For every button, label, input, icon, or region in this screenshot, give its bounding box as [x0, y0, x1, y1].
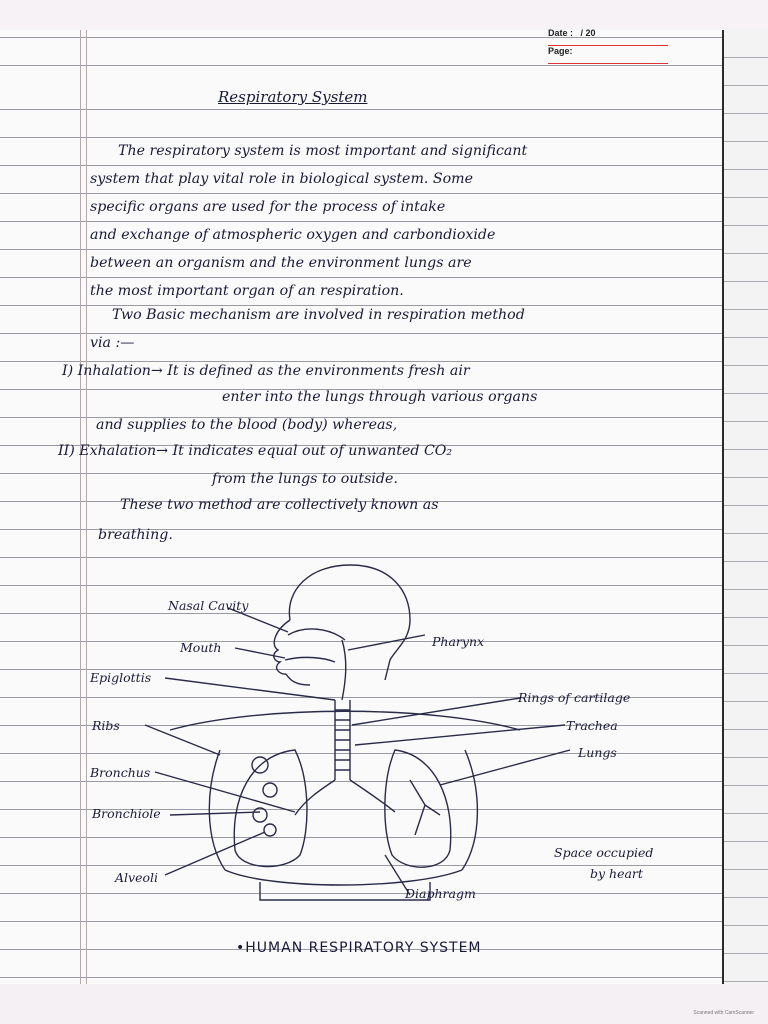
- mouth-shape: [285, 657, 335, 662]
- pointer-bronchus: [155, 772, 295, 812]
- pointer-pharynx: [348, 635, 425, 650]
- body-line: Two Basic mechanism are involved in respiration method: [112, 307, 525, 323]
- body-line: specific organs are used for the process of intake: [90, 199, 446, 215]
- label-pharynx: Pharynx: [432, 634, 485, 649]
- ribcage-outline: [209, 750, 477, 870]
- bronchi-shape: [295, 780, 395, 815]
- label-nasal-cavity: Nasal Cavity: [168, 598, 249, 613]
- label-trachea: Trachea: [566, 718, 618, 733]
- body-line: enter into the lungs through various organs: [222, 389, 538, 405]
- page-title: Respiratory System: [218, 88, 368, 106]
- pharynx-shape: [342, 640, 346, 700]
- margin-line-inner: [86, 30, 87, 984]
- head-outline: [289, 565, 410, 680]
- body-line: These two method are collectively known as: [120, 497, 439, 513]
- label-mouth: Mouth: [180, 640, 222, 655]
- date-label: Date :: [548, 28, 574, 38]
- label-ribs: Ribs: [92, 718, 120, 733]
- pointer-lungs: [440, 750, 570, 785]
- page-spine: [722, 30, 724, 984]
- page-label: Page:: [548, 46, 573, 56]
- alveoli-cluster: [263, 783, 277, 797]
- body-line: The respiratory system is most important and significant: [118, 143, 528, 159]
- label-space-heart-1: Space occupied: [554, 845, 654, 860]
- pointer-alveoli: [165, 832, 265, 875]
- face-profile: [274, 620, 290, 674]
- alveoli-cluster: [253, 808, 267, 822]
- lung-branches: [410, 780, 440, 835]
- body-line: from the lungs to outside.: [212, 471, 398, 487]
- body-line: I) Inhalation→ It is defined as the environments fresh air: [62, 363, 470, 379]
- body-line: via :—: [90, 335, 135, 351]
- body-line: the most important organ of an respiration.: [90, 283, 404, 299]
- pointer-epiglottis: [165, 678, 335, 700]
- label-space-heart-2: by heart: [590, 866, 643, 881]
- nasal-cavity-shape: [288, 629, 345, 640]
- page-row: [548, 46, 668, 64]
- date-page-box: [548, 28, 668, 64]
- body-line: II) Exhalation→ It indicates equal out of unwanted CO₂: [58, 443, 453, 459]
- pointer-bronchiole: [170, 812, 260, 815]
- right-lung-shape: [385, 750, 451, 867]
- chin-outline: [286, 674, 310, 685]
- label-alveoli: Alveoli: [115, 870, 159, 885]
- cartilage-rings: [335, 710, 350, 770]
- pointer-ribs: [145, 725, 220, 755]
- scanner-watermark: Scanned with CamScanner: [693, 1010, 754, 1016]
- body-line: and supplies to the blood (body) whereas,: [96, 417, 398, 433]
- page-bottom-band: [0, 984, 768, 1024]
- body-line: system that play vital role in biological system. Some: [90, 171, 474, 187]
- date-value: / 20: [580, 28, 596, 38]
- label-bronchus: Bronchus: [90, 765, 151, 780]
- left-lung-shape: [234, 750, 307, 866]
- label-rings-of-cartilage: Rings of cartilage: [518, 690, 631, 705]
- alveoli-cluster: [264, 824, 276, 836]
- page-top-band: [0, 0, 768, 30]
- pointer-trachea: [355, 725, 565, 745]
- body-line: and exchange of atmospheric oxygen and carbondioxide: [90, 227, 496, 243]
- label-diaphragm: Diaphragm: [405, 886, 476, 901]
- diagram-caption: •HUMAN RESPIRATORY SYSTEM: [236, 940, 482, 956]
- body-line: breathing.: [98, 527, 173, 543]
- margin-line-left: [80, 30, 81, 984]
- label-lungs: Lungs: [578, 745, 617, 760]
- label-epiglottis: Epiglottis: [90, 670, 152, 685]
- label-bronchiole: Bronchiole: [92, 806, 161, 821]
- body-line: between an organism and the environment lungs are: [90, 255, 472, 271]
- date-row: [548, 28, 668, 46]
- facing-page-edge: [724, 30, 768, 984]
